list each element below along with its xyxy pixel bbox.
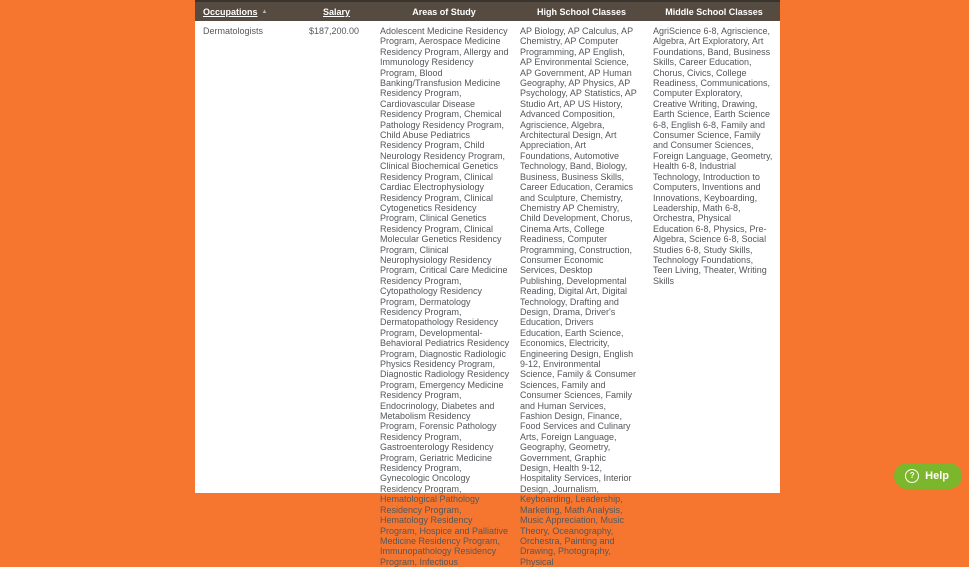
- salary-sort-link[interactable]: Salary: [322, 6, 351, 17]
- occupation-name-cell: Dermatologists: [203, 26, 264, 36]
- column-header-high-school-classes: High School Classes: [515, 2, 648, 21]
- column-header-salary[interactable]: [300, 2, 373, 21]
- salary-cell: $187,200.00: [308, 26, 359, 36]
- areas-of-study-cell: Adolescent Medicine Residency Program, Aerospace Medicine Residency Program, Allergy and Immunology Residency Program, Blood Banking/Transfusion Medicine Residency Program, Cardiovascular Disease Residency Program, Chemical Pathology Residency Program, Child Abuse Pediatrics Residency Program, Child Neurology Residency Program, Clinical Biochemical Genetics Residency Program, Clinical Cardiac Electrophysiology Residency Program, Clinical Cytogenetics Residency Program, Clinical Genetics Residency Program, Clinical Molecular Genetics Residency Program, Clinical Neurophysiology Residency Program, Critical Care Medicine Residency Program, Cytopathology Residency Program, Dermatology Residency Program, Dermatopathology Residency Program, Developmental-Behavioral Pediatrics Residency Program, Diagnostic Radiologic Physics Residency Program, Diagnostic Radiology Residency Program, Emergency Medicine Residency Program, Endocrinology, Diabetes and Metabolism Residency Program, Forensic Pathology Residency Program, Gastroenterology Residency Program, Geriatric Medicine Residency Program, Gynecologic Oncology Residency Program, Hematological Pathology Residency Program, Hematology Residency Program, Hospice and Palliative Medicine Residency Program, Immunopathology Residency Program, Infectious: [380, 26, 510, 567]
- question-mark-circle-icon: ?: [905, 469, 919, 483]
- column-header-occupations[interactable]: [195, 2, 300, 21]
- sort-ascending-icon: ▲: [261, 8, 268, 15]
- occupations-table: [195, 2, 780, 567]
- high-school-classes-cell: AP Biology, AP Calculus, AP Chemistry, AP Computer Programming, AP English, AP Environmental Science, AP Government, AP Human Geography, AP Physics, AP Psychology, AP Statistics, AP Studio Art, AP US History, Advanced Composition, Agriscience, Algebra, Architectural Design, Art Appreciation, Art Foundations, Automotive Technology, Band, Biology, Business, Business Skills, Career Education, Ceramics and Sculpture, Chemistry, Chemistry AP Chemistry, Child Development, Chorus, Cinema Arts, College Readiness, Computer Programming, Construction, Consumer Economic Services, Desktop Publishing, Developmental Reading, Digital Art, Digital Technology, Drafting and Design, Drama, Driver's Education, Drivers Education, Earth Science, Economics, Electricity, Engineering Design, English 9-12, Environmental Science, Family & Consumer Sciences, Family and Consumer Sciences, Family and Human Services, Fashion Design, Finance, Food Services and Culinary Arts, Foreign Language, Geography, Geometry, Government, Graphic Design, Health 9-12, Hospitality Services, Interior Design, Journalism, Keyboarding, Leadership, Marketing, Math Analysis, Music Appreciation, Music Theory, Oceanography, Orchestra, Painting and Drawing, Photography, Physical: [520, 26, 637, 567]
- occupations-sort-link[interactable]: Occupations: [203, 6, 258, 17]
- help-button[interactable]: [894, 463, 962, 489]
- help-button-label: Help: [925, 470, 949, 482]
- column-header-middle-school-classes: Middle School Classes: [648, 2, 780, 21]
- occupations-table-panel: [195, 0, 780, 567]
- column-header-areas-of-study: Areas of Study: [373, 2, 515, 21]
- middle-school-classes-cell: AgriScience 6-8, Agriscience, Algebra, Art Exploratory, Art Foundations, Band, Business Skills, Career Education, Chorus, Civics, College Readiness, Communications, Computer Exploratory, Creative Writing, Drawing, Earth Science, Earth Science 6-8, English 6-8, Family and Consumer Science, Family and Consumer Sciences, Foreign Language, Geometry, Health 6-8, Industrial Technology, Introduction to Computers, Inventions and Innovations, Keyboarding, Leadership, Math 6-8, Orchestra, Physical Education 6-8, Physics, Pre-Algebra, Science 6-8, Social Studies 6-8, Study Skills, Technology Foundations, Teen Living, Theater, Writing Skills: [653, 26, 773, 286]
